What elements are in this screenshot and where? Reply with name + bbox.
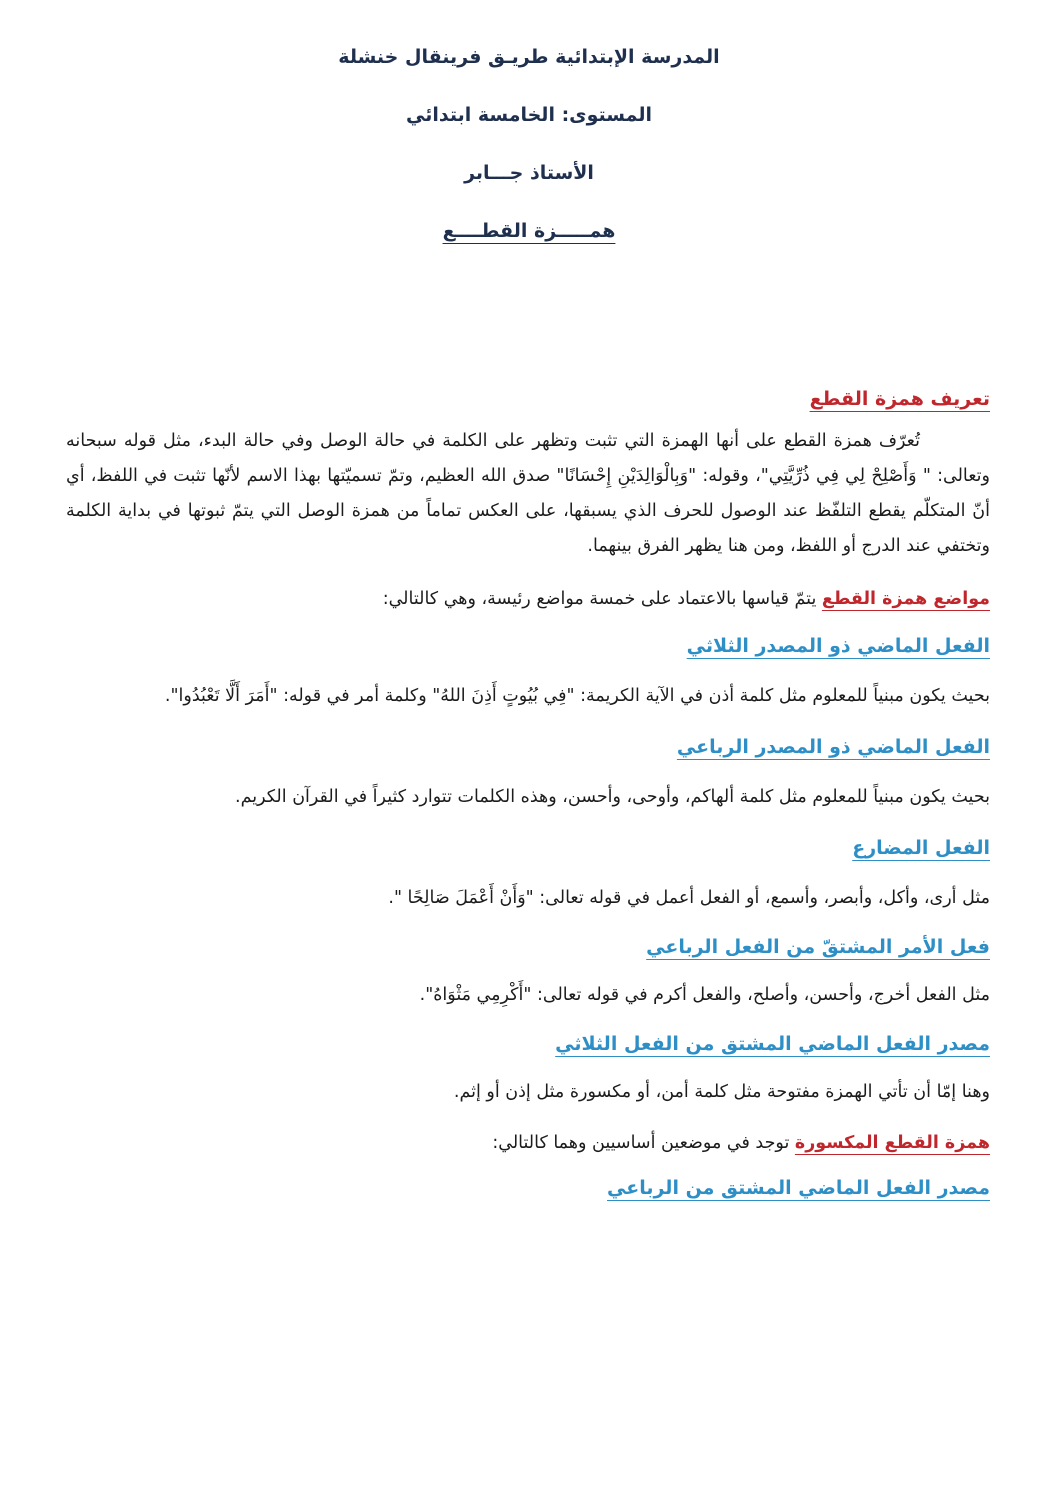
paragraph-imperative: مثل الفعل أخرج، وأحسن، وأصلح، والفعل أكرم في قوله تعالى: "أَكْرِمِي مَثْوَاهُ".: [419, 985, 990, 1005]
kasra-text: توجد في موضعين أساسيين وهما كالتالي:: [492, 1133, 795, 1153]
positions-line: [66, 582, 990, 617]
kasra-line: [66, 1126, 990, 1161]
definition-paragraph: تُعرّف همزة القطع على أنها الهمزة التي تثبت وتظهر على الكلمة في حالة الوصل وفي حالة البدء، مثل قوله سبحانه وتعالى: " وَأَصْلِحْ لِي فِي ذُرِّيَّتِي"، وقوله: "وَبِالْوَالِدَيْنِ إِحْسَانًا" صدق الله العظيم، وتمّ تسميّتها بهذا الاسم لأنّها تثبت في اللفظ، أي أنّ المتكلّم يقطع التلفّظ عند الوصول للحرف الذي يسبقها، على العكس تماماً من همزة الوصل التي يتمّ ثبوتها في بداية الكلمة وتختفي عند الدرج أو اللفظ، ومن هنا يظهر الفرق بينهما.: [66, 431, 990, 556]
document-header: [0, 42, 1058, 274]
paragraph-past-quadrilateral: بحيث يكون مبنياً للمعلوم مثل كلمة ألهاكم، وأوحى، وأحسن، وهذه الكلمات تتوارد كثيراً في القرآن الكريم.: [235, 787, 990, 807]
document-title: همـــــزة القطــــع: [442, 220, 616, 242]
level-line: المستوى: الخامسة ابتدائي: [406, 104, 652, 126]
school-name: المدرسة الإبتدائية طريـق فرينقال خنشلة: [338, 46, 720, 68]
teacher-line: الأستاذ جـــابر: [464, 162, 594, 184]
paragraph-masdar-trilateral: وهنا إمّا أن تأتي الهمزة مفتوحة مثل كلمة أمن، أو مكسورة مثل إذن أو إثم.: [453, 1082, 990, 1102]
positions-heading: مواضع همزة القطع: [821, 589, 990, 609]
sub-heading-imperative: فعل الأمر المشتقّ من الفعل الرباعي: [646, 936, 990, 958]
sub-heading-present-verb: الفعل المضارع: [852, 837, 990, 859]
sub-heading-masdar-quadrilateral: مصدر الفعل الماضي المشتق من الرباعي: [607, 1177, 990, 1199]
positions-text: يتمّ قياسها بالاعتماد على خمسة مواضع رئيسة، وهي كالتالي:: [382, 589, 822, 609]
document-body: [66, 388, 990, 1199]
kasra-heading: همزة القطع المكسورة: [794, 1133, 990, 1153]
sub-heading-past-trilateral: الفعل الماضي ذو المصدر الثلاثي: [686, 635, 990, 657]
paragraph-present-verb: مثل أرى، وأكل، وأبصر، وأسمع، أو الفعل أعمل في قوله تعالى: "وَأَنْ أَعْمَلَ صَالِحًا ".: [388, 888, 990, 908]
definition-heading: تعريف همزة القطع: [809, 388, 990, 410]
sub-heading-masdar-trilateral: مصدر الفعل الماضي المشتق من الفعل الثلاثي: [555, 1033, 990, 1055]
sub-heading-past-quadrilateral: الفعل الماضي ذو المصدر الرباعي: [676, 736, 990, 758]
paragraph-past-trilateral: بحيث يكون مبنياً للمعلوم مثل كلمة أذن في الآية الكريمة: "فِي بُيُوتٍ أَذِنَ اللهُ" وكلمة أمر في قوله: "أَمَرَ أَلَّا تَعْبُدُوا".: [164, 686, 990, 706]
